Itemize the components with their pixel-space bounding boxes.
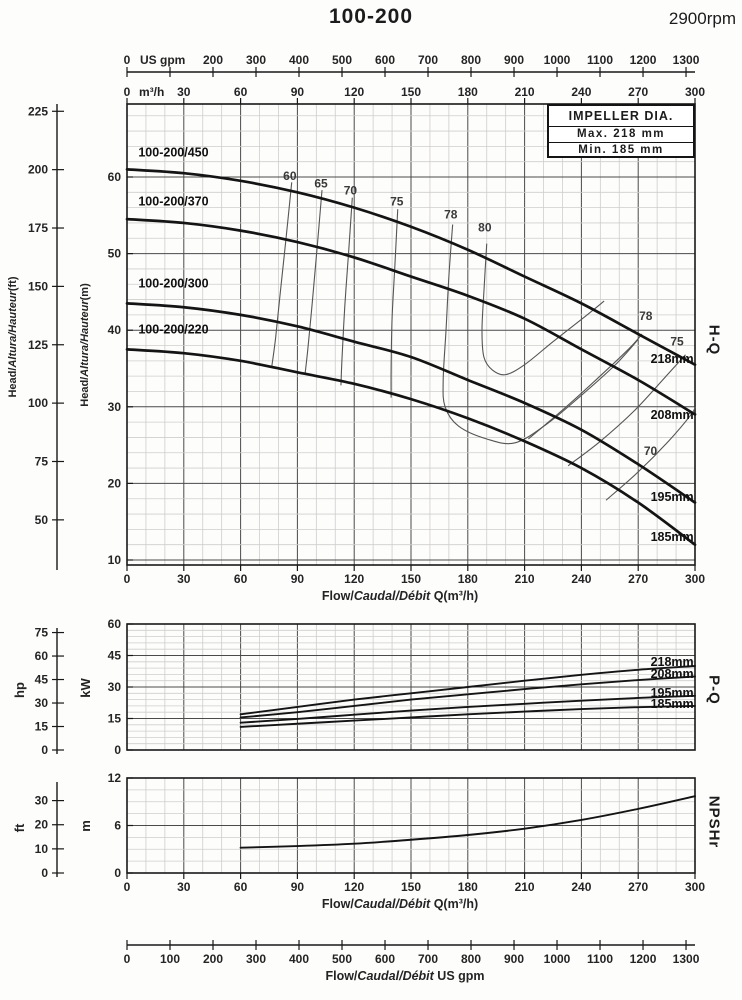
hq-x-tick-label: 0 bbox=[123, 572, 131, 586]
hq-m-tick-label: 50 bbox=[107, 246, 121, 261]
hq-impeller-label-195mm: 195mm bbox=[650, 490, 694, 505]
top-m3h-tick-label: 120 bbox=[344, 85, 365, 99]
pq-hp-tick-label: 75 bbox=[34, 625, 48, 640]
top-m3h-tick-label: 30 bbox=[177, 85, 191, 99]
hq-m-tick-label: 20 bbox=[107, 476, 121, 491]
efficiency-label-70: 70 bbox=[643, 444, 658, 459]
hq-x-tick-label: 30 bbox=[177, 572, 191, 586]
efficiency-label-78: 78 bbox=[639, 309, 653, 324]
bottom-gpm-tick-label: 200 bbox=[202, 952, 224, 966]
rpm-label: 2900rpm bbox=[668, 9, 736, 28]
top-gpm-tick-label: 300 bbox=[245, 53, 267, 67]
page-title: 100-200 bbox=[328, 5, 414, 28]
npshr-x-tick-label: 90 bbox=[290, 880, 305, 894]
pq-kw-axis-title: kW bbox=[78, 678, 93, 698]
npshr-ft-tick-label: 20 bbox=[34, 817, 48, 832]
efficiency-label-80: 80 bbox=[478, 220, 492, 235]
impeller-dia-title: IMPELLER DIA. bbox=[549, 106, 693, 127]
npshr-ft-tick-label: 30 bbox=[34, 793, 48, 808]
bottom-gpm-tick-label: 1300 bbox=[672, 952, 700, 966]
top-gpm-tick-label: 400 bbox=[288, 53, 310, 67]
pq-impeller-label-195mm: 195mm bbox=[650, 686, 694, 701]
pq-kw-tick-label: 0 bbox=[114, 743, 121, 757]
pq-kw-tick-label: 60 bbox=[107, 617, 121, 631]
efficiency-label-75: 75 bbox=[390, 194, 404, 209]
efficiency-line-70 bbox=[341, 198, 352, 386]
bottom-gpm-tick-label: 400 bbox=[288, 952, 310, 966]
npshr-m-tick-label: 0 bbox=[114, 866, 121, 880]
top-gpm-unit-label: US gpm bbox=[140, 53, 186, 67]
bottom-gpm-tick-label: 800 bbox=[461, 952, 482, 966]
bottom-gpm-tick-label: 600 bbox=[374, 952, 396, 966]
hq-x-tick-label: 60 bbox=[233, 572, 248, 586]
efficiency-label-60: 60 bbox=[283, 169, 297, 184]
bottom-gpm-tick-label: 700 bbox=[417, 952, 439, 966]
efficiency-line-60 bbox=[272, 182, 292, 366]
npshr-m-tick-label: 6 bbox=[114, 818, 121, 833]
pq-impeller-label-185mm: 185mm bbox=[650, 697, 694, 711]
hq-x-tick-label: 240 bbox=[571, 572, 592, 586]
npshr-m-tick-label: 12 bbox=[107, 770, 121, 785]
npshr-side-label: NPSHr bbox=[705, 795, 723, 849]
hq-m-tick-label: 40 bbox=[107, 323, 121, 338]
bottom-gpm-tick-label: 1100 bbox=[586, 952, 614, 966]
hq-ft-tick-label: 75 bbox=[34, 454, 48, 469]
impeller-min-row: Min. 185 mm bbox=[549, 142, 693, 158]
pq-hp-tick-label: 0 bbox=[41, 743, 48, 757]
top-gpm-tick-label: 1000 bbox=[543, 53, 571, 67]
top-m3h-tick-label: 300 bbox=[684, 85, 706, 99]
bottom-gpm-axis-title: Flow/Caudal/Débit US gpm bbox=[325, 969, 485, 983]
npshr-ft-axis-title: ft bbox=[12, 823, 27, 833]
hq-impeller-label-185mm: 185mm bbox=[650, 529, 694, 544]
pq-kw-tick-label: 45 bbox=[107, 648, 121, 663]
top-m3h-tick-label: 240 bbox=[571, 85, 592, 99]
top-m3h-tick-label: 270 bbox=[628, 85, 649, 99]
impeller-max-row: Max. 218 mm bbox=[576, 128, 666, 140]
top-m3h-unit-label: m³/h bbox=[139, 85, 165, 99]
top-gpm-tick-label: 1100 bbox=[586, 53, 614, 67]
top-m3h-tick-label: 0 bbox=[123, 85, 131, 99]
hq-ft-tick-label: 200 bbox=[27, 162, 48, 177]
top-m3h-tick-label: 150 bbox=[400, 85, 422, 99]
hq-x-axis-title: Flow/Caudal/Débit Q(m³/h) bbox=[321, 589, 479, 603]
npshr-x-tick-label: 60 bbox=[233, 880, 248, 894]
npshr-x-tick-label: 120 bbox=[344, 880, 365, 894]
npshr-ft-tick-label: 10 bbox=[34, 841, 48, 856]
hq-series-label-100-200/300: 100-200/300 bbox=[138, 276, 209, 291]
hq-x-tick-label: 180 bbox=[457, 572, 478, 586]
top-gpm-tick-label: 1200 bbox=[629, 53, 657, 67]
top-gpm-tick-label: 800 bbox=[461, 53, 482, 67]
top-gpm-tick-label: 200 bbox=[202, 53, 224, 67]
npshr-x-tick-label: 0 bbox=[123, 880, 131, 894]
efficiency-line-65 bbox=[305, 190, 322, 375]
hq-m-tick-label: 30 bbox=[107, 399, 121, 414]
bottom-gpm-tick-label: 500 bbox=[331, 952, 353, 966]
pq-hp-tick-label: 15 bbox=[34, 719, 48, 734]
hq-side-label: H-Q bbox=[705, 324, 723, 356]
efficiency-label-65: 65 bbox=[314, 176, 328, 191]
hq-series-label-100-200/370: 100-200/370 bbox=[138, 194, 209, 209]
hq-ft-axis-title: Head/Altura/Hauteur(ft) bbox=[7, 276, 19, 398]
npshr-x-axis-title: Flow/Caudal/Débit Q(m³/h) bbox=[321, 897, 479, 911]
top-m3h-tick-label: 210 bbox=[514, 85, 535, 99]
hq-m-tick-label: 10 bbox=[107, 553, 121, 567]
npshr-ft-tick-label: 0 bbox=[41, 866, 48, 880]
pq-hp-axis-title: hp bbox=[12, 682, 27, 698]
npshr-x-tick-label: 240 bbox=[571, 880, 592, 894]
hq-series-label-100-200/450: 100-200/450 bbox=[138, 145, 209, 160]
pq-hp-tick-label: 30 bbox=[34, 696, 48, 711]
pq-impeller-label-208mm: 208mm bbox=[650, 666, 694, 681]
hq-x-tick-label: 300 bbox=[684, 572, 706, 586]
pq-hp-tick-label: 60 bbox=[34, 649, 48, 664]
hq-x-tick-label: 90 bbox=[290, 572, 305, 586]
npshr-x-tick-label: 210 bbox=[514, 880, 535, 894]
top-gpm-tick-label: 500 bbox=[331, 53, 353, 67]
hq-impeller-label-218mm: 218mm bbox=[650, 352, 694, 367]
pq-kw-tick-label: 15 bbox=[107, 711, 121, 726]
top-m3h-tick-label: 180 bbox=[457, 85, 478, 99]
top-gpm-tick-label: 0 bbox=[123, 53, 131, 67]
efficiency-line-78 bbox=[528, 334, 642, 439]
bottom-gpm-tick-label: 900 bbox=[504, 952, 525, 966]
hq-x-tick-label: 210 bbox=[514, 572, 535, 586]
npshr-x-tick-label: 30 bbox=[177, 880, 191, 894]
npshr-x-tick-label: 180 bbox=[457, 880, 478, 894]
efficiency-label-78: 78 bbox=[444, 207, 458, 222]
bottom-gpm-tick-label: 100 bbox=[159, 952, 181, 966]
pq-impeller-label-218mm: 218mm bbox=[650, 655, 694, 669]
hq-x-tick-label: 150 bbox=[400, 572, 422, 586]
bottom-gpm-tick-label: 300 bbox=[245, 952, 267, 966]
hq-x-tick-label: 270 bbox=[628, 572, 649, 586]
bottom-gpm-tick-label: 1200 bbox=[629, 952, 657, 966]
top-gpm-tick-label: 700 bbox=[417, 53, 439, 67]
npshr-x-tick-label: 300 bbox=[684, 880, 706, 894]
top-m3h-tick-label: 60 bbox=[233, 85, 248, 99]
hq-ft-tick-label: 225 bbox=[27, 104, 48, 119]
impeller-dia-box bbox=[547, 104, 695, 158]
npshr-m-axis-title: m bbox=[78, 820, 93, 832]
hq-ft-tick-label: 100 bbox=[27, 396, 48, 411]
efficiency-label-75: 75 bbox=[670, 334, 684, 349]
top-gpm-tick-label: 1300 bbox=[672, 53, 700, 67]
hq-m-tick-label: 60 bbox=[107, 170, 121, 184]
hq-ft-tick-label: 125 bbox=[27, 337, 48, 352]
bottom-gpm-tick-label: 0 bbox=[123, 952, 131, 966]
hq-x-tick-label: 120 bbox=[344, 572, 365, 586]
hq-ft-tick-label: 175 bbox=[27, 221, 48, 236]
bottom-gpm-tick-label: 1000 bbox=[543, 952, 571, 966]
pq-hp-tick-label: 45 bbox=[34, 672, 48, 687]
top-gpm-tick-label: 600 bbox=[374, 53, 396, 67]
npshr-x-tick-label: 150 bbox=[400, 880, 422, 894]
hq-ft-tick-label: 50 bbox=[34, 512, 48, 527]
top-m3h-tick-label: 90 bbox=[290, 85, 305, 99]
efficiency-label-70: 70 bbox=[343, 183, 358, 198]
pq-kw-tick-label: 30 bbox=[107, 680, 121, 694]
hq-m-axis-title: Head/Altura/Hauteur(m) bbox=[79, 283, 91, 407]
npshr-x-tick-label: 270 bbox=[628, 880, 649, 894]
hq-series-label-100-200/220: 100-200/220 bbox=[138, 322, 209, 337]
hq-impeller-label-208mm: 208mm bbox=[650, 408, 694, 423]
hq-ft-tick-label: 150 bbox=[27, 279, 48, 294]
top-gpm-tick-label: 900 bbox=[504, 53, 525, 67]
pq-side-label: P-Q bbox=[705, 675, 723, 705]
